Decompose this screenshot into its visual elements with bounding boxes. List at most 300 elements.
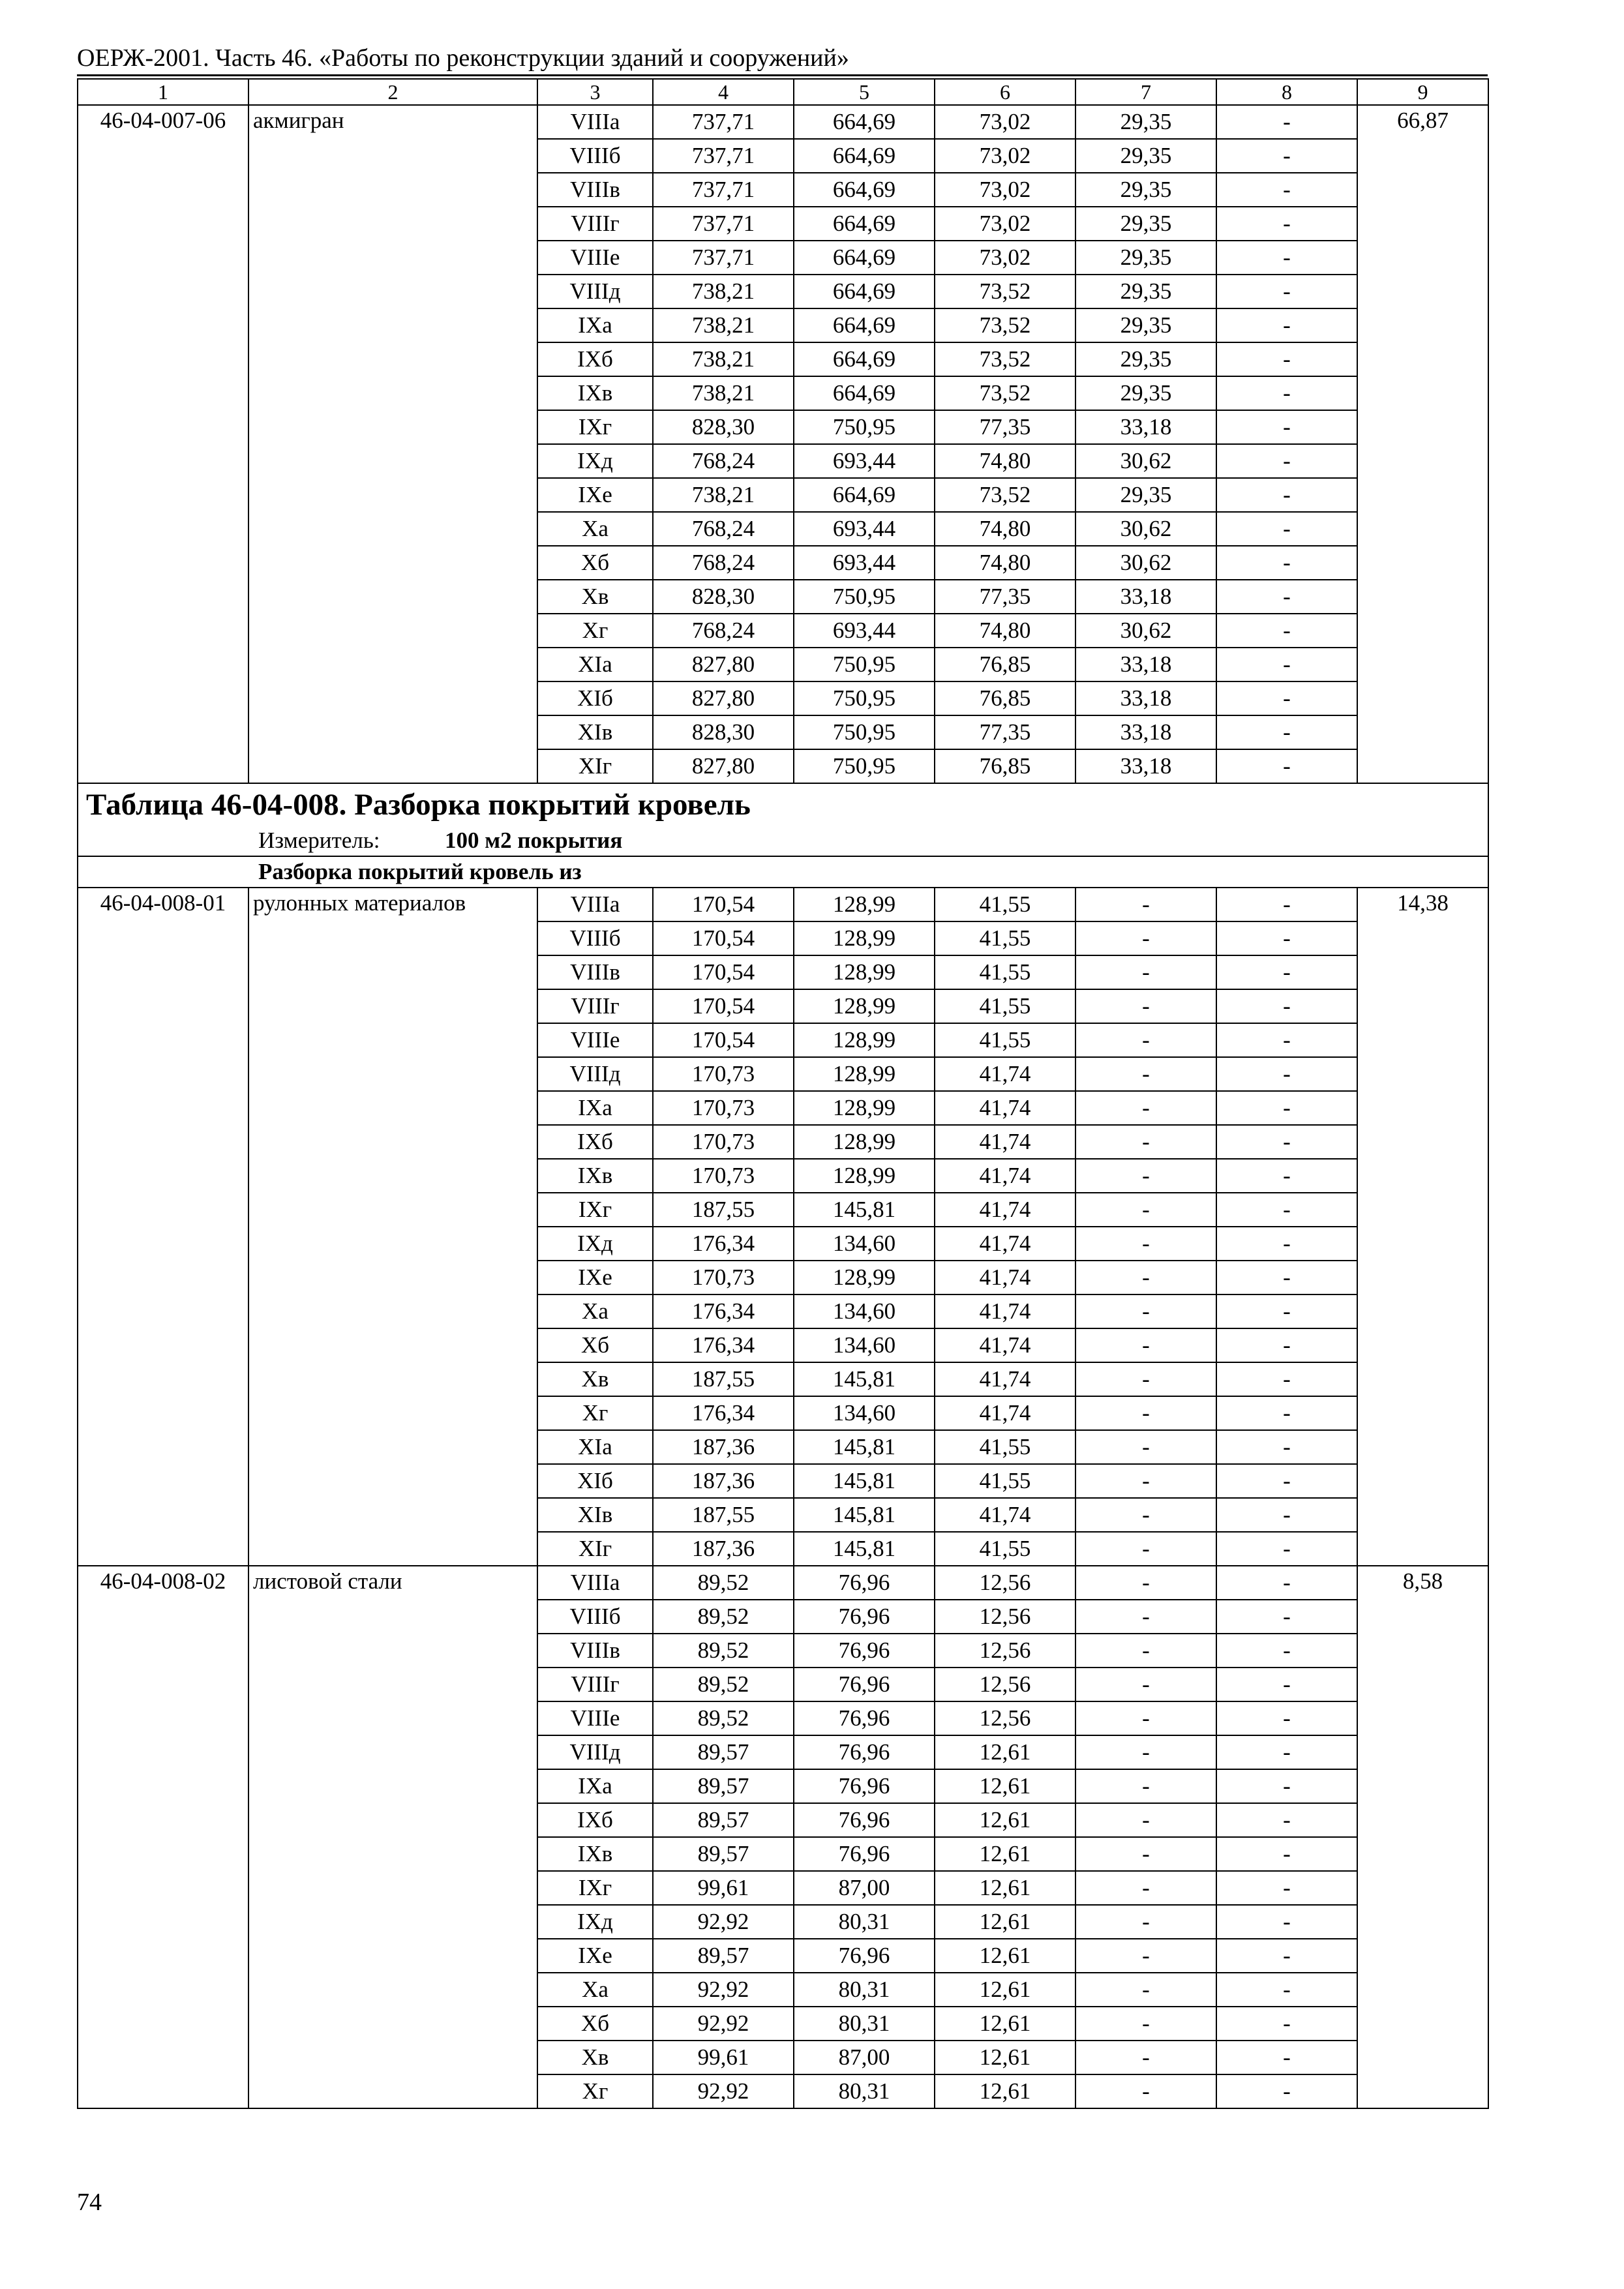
table-row [78,888,1488,921]
col4-cell: 170,54 [653,1023,794,1057]
col7-cell: 29,35 [1075,105,1216,139]
col4-cell: 170,54 [653,921,794,955]
column-number: 3 [537,79,653,105]
col6-cell: 77,35 [935,580,1075,614]
col4-cell: 187,55 [653,1362,794,1396]
col4-cell: 737,71 [653,241,794,275]
rate-description: акмигран [248,105,537,783]
col8-cell: - [1216,1498,1357,1532]
col4-cell: 170,73 [653,1057,794,1091]
col6-cell: 12,56 [935,1600,1075,1634]
col7-cell: - [1075,1735,1216,1769]
col5-cell: 664,69 [794,342,935,376]
zone-cell: VIIIе [537,241,653,275]
col4-cell: 99,61 [653,2041,794,2074]
col6-cell: 73,52 [935,308,1075,342]
zone-cell: Xг [537,614,653,648]
column-number: 6 [935,79,1075,105]
col7-cell: 33,18 [1075,648,1216,681]
col6-cell: 12,61 [935,1837,1075,1871]
zone-cell: Xг [537,2074,653,2108]
col6-cell: 41,74 [935,1193,1075,1227]
col4-cell: 827,80 [653,749,794,783]
col8-cell: - [1216,1193,1357,1227]
col8-cell: - [1216,1023,1357,1057]
col4-cell: 768,24 [653,546,794,580]
zone-cell: Xв [537,580,653,614]
col6-cell: 73,02 [935,207,1075,241]
col7-cell: - [1075,2074,1216,2108]
col4-cell: 92,92 [653,2074,794,2108]
col8-cell: - [1216,1294,1357,1328]
col8-cell: - [1216,444,1357,478]
col7-cell: - [1075,1566,1216,1600]
col6-cell: 41,55 [935,1430,1075,1464]
col7-cell: 29,35 [1075,478,1216,512]
col5-cell: 76,96 [794,1668,935,1701]
col8-cell: - [1216,105,1357,139]
col4-cell: 92,92 [653,1973,794,2007]
zone-cell: Xа [537,512,653,546]
col8-cell: - [1216,1261,1357,1294]
col4-cell: 89,52 [653,1668,794,1701]
col5-cell: 145,81 [794,1193,935,1227]
col7-cell: - [1075,1023,1216,1057]
col6-cell: 12,56 [935,1634,1075,1668]
col8-cell: - [1216,2007,1357,2041]
col5-cell: 145,81 [794,1362,935,1396]
col6-cell: 41,74 [935,1498,1075,1532]
col7-cell: 29,35 [1075,139,1216,173]
meter-label: Измеритель: [258,828,380,853]
col8-cell: - [1216,1125,1357,1159]
col4-cell: 187,36 [653,1532,794,1566]
rate-description: листовой стали [248,1566,537,2108]
table-title-row [78,783,1488,826]
header-rule [77,74,1488,76]
meter-row [78,826,1488,856]
col6-cell: 73,52 [935,478,1075,512]
col6-cell: 74,80 [935,444,1075,478]
zone-cell: XIв [537,715,653,749]
col8-cell: - [1216,1396,1357,1430]
col7-cell: 33,18 [1075,681,1216,715]
col5-cell: 128,99 [794,989,935,1023]
col8-cell: - [1216,1735,1357,1769]
col6-cell: 73,02 [935,139,1075,173]
col8-cell: - [1216,681,1357,715]
col7-cell: 29,35 [1075,275,1216,308]
col7-cell: - [1075,1769,1216,1803]
zone-cell: IXв [537,376,653,410]
col6-cell: 12,61 [935,1769,1075,1803]
col7-cell: 29,35 [1075,342,1216,376]
col5-cell: 128,99 [794,1261,935,1294]
col5-cell: 693,44 [794,444,935,478]
zone-cell: VIIIб [537,921,653,955]
zone-cell: XIг [537,1532,653,1566]
col7-cell: - [1075,1837,1216,1871]
col6-cell: 77,35 [935,410,1075,444]
col7-cell: - [1075,1803,1216,1837]
zone-cell: Xа [537,1973,653,2007]
col7-cell: - [1075,1125,1216,1159]
col5-cell: 87,00 [794,2041,935,2074]
col4-cell: 738,21 [653,308,794,342]
col4-cell: 89,57 [653,1803,794,1837]
col8-cell: - [1216,1566,1357,1600]
col7-cell: - [1075,1600,1216,1634]
col5-cell: 750,95 [794,681,935,715]
col5-cell: 128,99 [794,1125,935,1159]
col8-cell: - [1216,921,1357,955]
col8-cell: - [1216,546,1357,580]
zone-cell: Xв [537,2041,653,2074]
col4-cell: 176,34 [653,1294,794,1328]
col5-cell: 76,96 [794,1600,935,1634]
col4-cell: 737,71 [653,105,794,139]
col9-cell: 8,58 [1357,1566,1488,2108]
col5-cell: 80,31 [794,2074,935,2108]
col8-cell: - [1216,1362,1357,1396]
zone-cell: VIIIв [537,1634,653,1668]
col4-cell: 187,36 [653,1430,794,1464]
col4-cell: 828,30 [653,580,794,614]
rate-description: рулонных материалов [248,888,537,1566]
col6-cell: 41,74 [935,1057,1075,1091]
col4-cell: 89,57 [653,1837,794,1871]
col7-cell: - [1075,989,1216,1023]
col6-cell: 12,56 [935,1701,1075,1735]
col8-cell: - [1216,342,1357,376]
col5-cell: 693,44 [794,512,935,546]
page-number: 74 [77,2189,102,2216]
col7-cell: - [1075,1532,1216,1566]
zone-cell: IXб [537,1803,653,1837]
col5-cell: 664,69 [794,105,935,139]
col5-cell: 664,69 [794,376,935,410]
col6-cell: 12,61 [935,1803,1075,1837]
table-body-part-2 [78,888,1488,2108]
column-number: 4 [653,79,794,105]
col8-cell: - [1216,955,1357,989]
col4-cell: 737,71 [653,207,794,241]
col6-cell: 12,61 [935,2007,1075,2041]
col6-cell: 41,74 [935,1396,1075,1430]
col8-cell: - [1216,173,1357,207]
zone-cell: VIIIе [537,1023,653,1057]
col4-cell: 738,21 [653,275,794,308]
col7-cell: - [1075,888,1216,921]
col5-cell: 693,44 [794,546,935,580]
col4-cell: 176,34 [653,1328,794,1362]
col7-cell: 33,18 [1075,749,1216,783]
col8-cell: - [1216,989,1357,1023]
col6-cell: 73,02 [935,105,1075,139]
col4-cell: 92,92 [653,1905,794,1939]
col8-cell: - [1216,749,1357,783]
col4-cell: 828,30 [653,715,794,749]
col4-cell: 170,54 [653,989,794,1023]
zone-cell: VIIIд [537,1057,653,1091]
col8-cell: - [1216,888,1357,921]
col6-cell: 12,61 [935,1871,1075,1905]
col4-cell: 737,71 [653,173,794,207]
col4-cell: 89,57 [653,1939,794,1973]
col5-cell: 76,96 [794,1634,935,1668]
zone-cell: VIIIа [537,105,653,139]
col6-cell: 77,35 [935,715,1075,749]
zone-cell: IXд [537,1905,653,1939]
col8-cell: - [1216,207,1357,241]
col5-cell: 693,44 [794,614,935,648]
col8-cell: - [1216,139,1357,173]
col6-cell: 76,85 [935,749,1075,783]
zone-cell: VIIIд [537,275,653,308]
column-number: 9 [1357,79,1488,105]
zone-cell: IXб [537,1125,653,1159]
col5-cell: 664,69 [794,173,935,207]
col4-cell: 828,30 [653,410,794,444]
col7-cell: 29,35 [1075,241,1216,275]
col5-cell: 750,95 [794,648,935,681]
col6-cell: 41,74 [935,1125,1075,1159]
col6-cell: 73,52 [935,275,1075,308]
col4-cell: 738,21 [653,376,794,410]
col5-cell: 145,81 [794,1430,935,1464]
col7-cell: - [1075,1057,1216,1091]
col8-cell: - [1216,1803,1357,1837]
zone-cell: VIIIг [537,989,653,1023]
col4-cell: 187,36 [653,1464,794,1498]
col4-cell: 738,21 [653,478,794,512]
col4-cell: 89,57 [653,1769,794,1803]
col5-cell: 76,96 [794,1803,935,1837]
col4-cell: 768,24 [653,444,794,478]
col8-cell: - [1216,2074,1357,2108]
col5-cell: 664,69 [794,478,935,512]
col7-cell: 29,35 [1075,308,1216,342]
zone-cell: VIIIе [537,1701,653,1735]
rate-code: 46-04-007-06 [78,105,248,783]
col7-cell: - [1075,1159,1216,1193]
table-section-header [78,783,1488,888]
col7-cell: - [1075,1328,1216,1362]
col7-cell: - [1075,921,1216,955]
col4-cell: 170,54 [653,888,794,921]
col6-cell: 41,74 [935,1159,1075,1193]
col5-cell: 76,96 [794,1769,935,1803]
table-title: Таблица 46-04-008. Разборка покрытий кровель [78,783,1488,826]
col8-cell: - [1216,715,1357,749]
zone-cell: VIIIа [537,888,653,921]
col4-cell: 170,73 [653,1159,794,1193]
col8-cell: - [1216,275,1357,308]
col4-cell: 737,71 [653,139,794,173]
col6-cell: 41,55 [935,1532,1075,1566]
zone-cell: IXв [537,1159,653,1193]
col6-cell: 12,61 [935,1905,1075,1939]
col4-cell: 92,92 [653,2007,794,2041]
col8-cell: - [1216,1057,1357,1091]
col7-cell: - [1075,1701,1216,1735]
col5-cell: 134,60 [794,1294,935,1328]
col6-cell: 41,55 [935,888,1075,921]
col4-cell: 176,34 [653,1396,794,1430]
col6-cell: 12,61 [935,1735,1075,1769]
col4-cell: 738,21 [653,342,794,376]
col4-cell: 170,73 [653,1125,794,1159]
meter-value: 100 м2 покрытия [445,828,623,853]
col7-cell: - [1075,1396,1216,1430]
col7-cell: 33,18 [1075,580,1216,614]
zone-cell: VIIIб [537,139,653,173]
col5-cell: 128,99 [794,1057,935,1091]
col5-cell: 76,96 [794,1837,935,1871]
zone-cell: IXд [537,1227,653,1261]
rates-table [77,78,1489,2109]
col5-cell: 750,95 [794,749,935,783]
col6-cell: 41,55 [935,989,1075,1023]
col7-cell: - [1075,1464,1216,1498]
zone-cell: IXг [537,410,653,444]
col7-cell: - [1075,1498,1216,1532]
column-number: 2 [248,79,537,105]
col7-cell: - [1075,2041,1216,2074]
col5-cell: 76,96 [794,1701,935,1735]
col8-cell: - [1216,478,1357,512]
col6-cell: 76,85 [935,681,1075,715]
col6-cell: 76,85 [935,648,1075,681]
col4-cell: 768,24 [653,614,794,648]
col7-cell: - [1075,1871,1216,1905]
col6-cell: 12,61 [935,1939,1075,1973]
col5-cell: 664,69 [794,207,935,241]
col8-cell: - [1216,1939,1357,1973]
col7-cell: - [1075,1227,1216,1261]
section-row [78,856,1488,888]
col8-cell: - [1216,512,1357,546]
col8-cell: - [1216,1227,1357,1261]
col8-cell: - [1216,308,1357,342]
zone-cell: VIIIд [537,1735,653,1769]
col5-cell: 664,69 [794,275,935,308]
zone-cell: IXг [537,1871,653,1905]
zone-cell: IXг [537,1193,653,1227]
column-number-row [78,79,1488,105]
zone-cell: Xв [537,1362,653,1396]
col4-cell: 89,52 [653,1600,794,1634]
col5-cell: 80,31 [794,1973,935,2007]
table-row [78,1566,1488,1600]
col6-cell: 41,74 [935,1328,1075,1362]
zone-cell: IXа [537,1769,653,1803]
zone-cell: IXе [537,478,653,512]
col5-cell: 128,99 [794,955,935,989]
col8-cell: - [1216,1159,1357,1193]
col5-cell: 134,60 [794,1328,935,1362]
zone-cell: VIIIв [537,173,653,207]
col5-cell: 76,96 [794,1939,935,1973]
col5-cell: 128,99 [794,1091,935,1125]
col4-cell: 827,80 [653,681,794,715]
zone-cell: IXд [537,444,653,478]
col5-cell: 664,69 [794,308,935,342]
col5-cell: 128,99 [794,888,935,921]
col5-cell: 128,99 [794,1023,935,1057]
zone-cell: IXе [537,1261,653,1294]
col4-cell: 187,55 [653,1498,794,1532]
zone-cell: XIа [537,1430,653,1464]
col7-cell: - [1075,1634,1216,1668]
col9-cell: 14,38 [1357,888,1488,1566]
col4-cell: 176,34 [653,1227,794,1261]
col6-cell: 41,74 [935,1362,1075,1396]
col5-cell: 750,95 [794,410,935,444]
col5-cell: 134,60 [794,1396,935,1430]
column-number: 7 [1075,79,1216,105]
col7-cell: - [1075,1430,1216,1464]
col4-cell: 768,24 [653,512,794,546]
col5-cell: 76,96 [794,1566,935,1600]
col8-cell: - [1216,1668,1357,1701]
col7-cell: - [1075,955,1216,989]
zone-cell: Xа [537,1294,653,1328]
col7-cell: - [1075,1668,1216,1701]
col6-cell: 41,74 [935,1227,1075,1261]
col4-cell: 89,52 [653,1701,794,1735]
col6-cell: 41,74 [935,1294,1075,1328]
col8-cell: - [1216,410,1357,444]
col6-cell: 41,74 [935,1091,1075,1125]
zone-cell: VIIIб [537,1600,653,1634]
col7-cell: 33,18 [1075,715,1216,749]
col7-cell: - [1075,1973,1216,2007]
col7-cell: 33,18 [1075,410,1216,444]
col7-cell: 30,62 [1075,512,1216,546]
page-header: ОЕРЖ-2001. Часть 46. «Работы по реконструкции зданий и сооружений» [77,44,849,72]
col8-cell: - [1216,1464,1357,1498]
col6-cell: 74,80 [935,614,1075,648]
zone-cell: IXа [537,1091,653,1125]
zone-cell: XIг [537,749,653,783]
column-number: 5 [794,79,935,105]
col7-cell: - [1075,1362,1216,1396]
col8-cell: - [1216,1769,1357,1803]
col4-cell: 89,57 [653,1735,794,1769]
zone-cell: XIв [537,1498,653,1532]
col5-cell: 128,99 [794,921,935,955]
col5-cell: 664,69 [794,139,935,173]
col9-cell: 66,87 [1357,105,1488,783]
col6-cell: 12,56 [935,1668,1075,1701]
col7-cell: - [1075,1193,1216,1227]
col5-cell: 76,96 [794,1735,935,1769]
table-row [78,105,1488,139]
zone-cell: Xб [537,2007,653,2041]
col8-cell: - [1216,2041,1357,2074]
col7-cell: - [1075,1939,1216,1973]
col7-cell: - [1075,2007,1216,2041]
col6-cell: 41,55 [935,1023,1075,1057]
column-number: 8 [1216,79,1357,105]
col7-cell: 30,62 [1075,546,1216,580]
col8-cell: - [1216,1837,1357,1871]
col5-cell: 87,00 [794,1871,935,1905]
col6-cell: 73,52 [935,376,1075,410]
col7-cell: 29,35 [1075,173,1216,207]
col6-cell: 73,52 [935,342,1075,376]
